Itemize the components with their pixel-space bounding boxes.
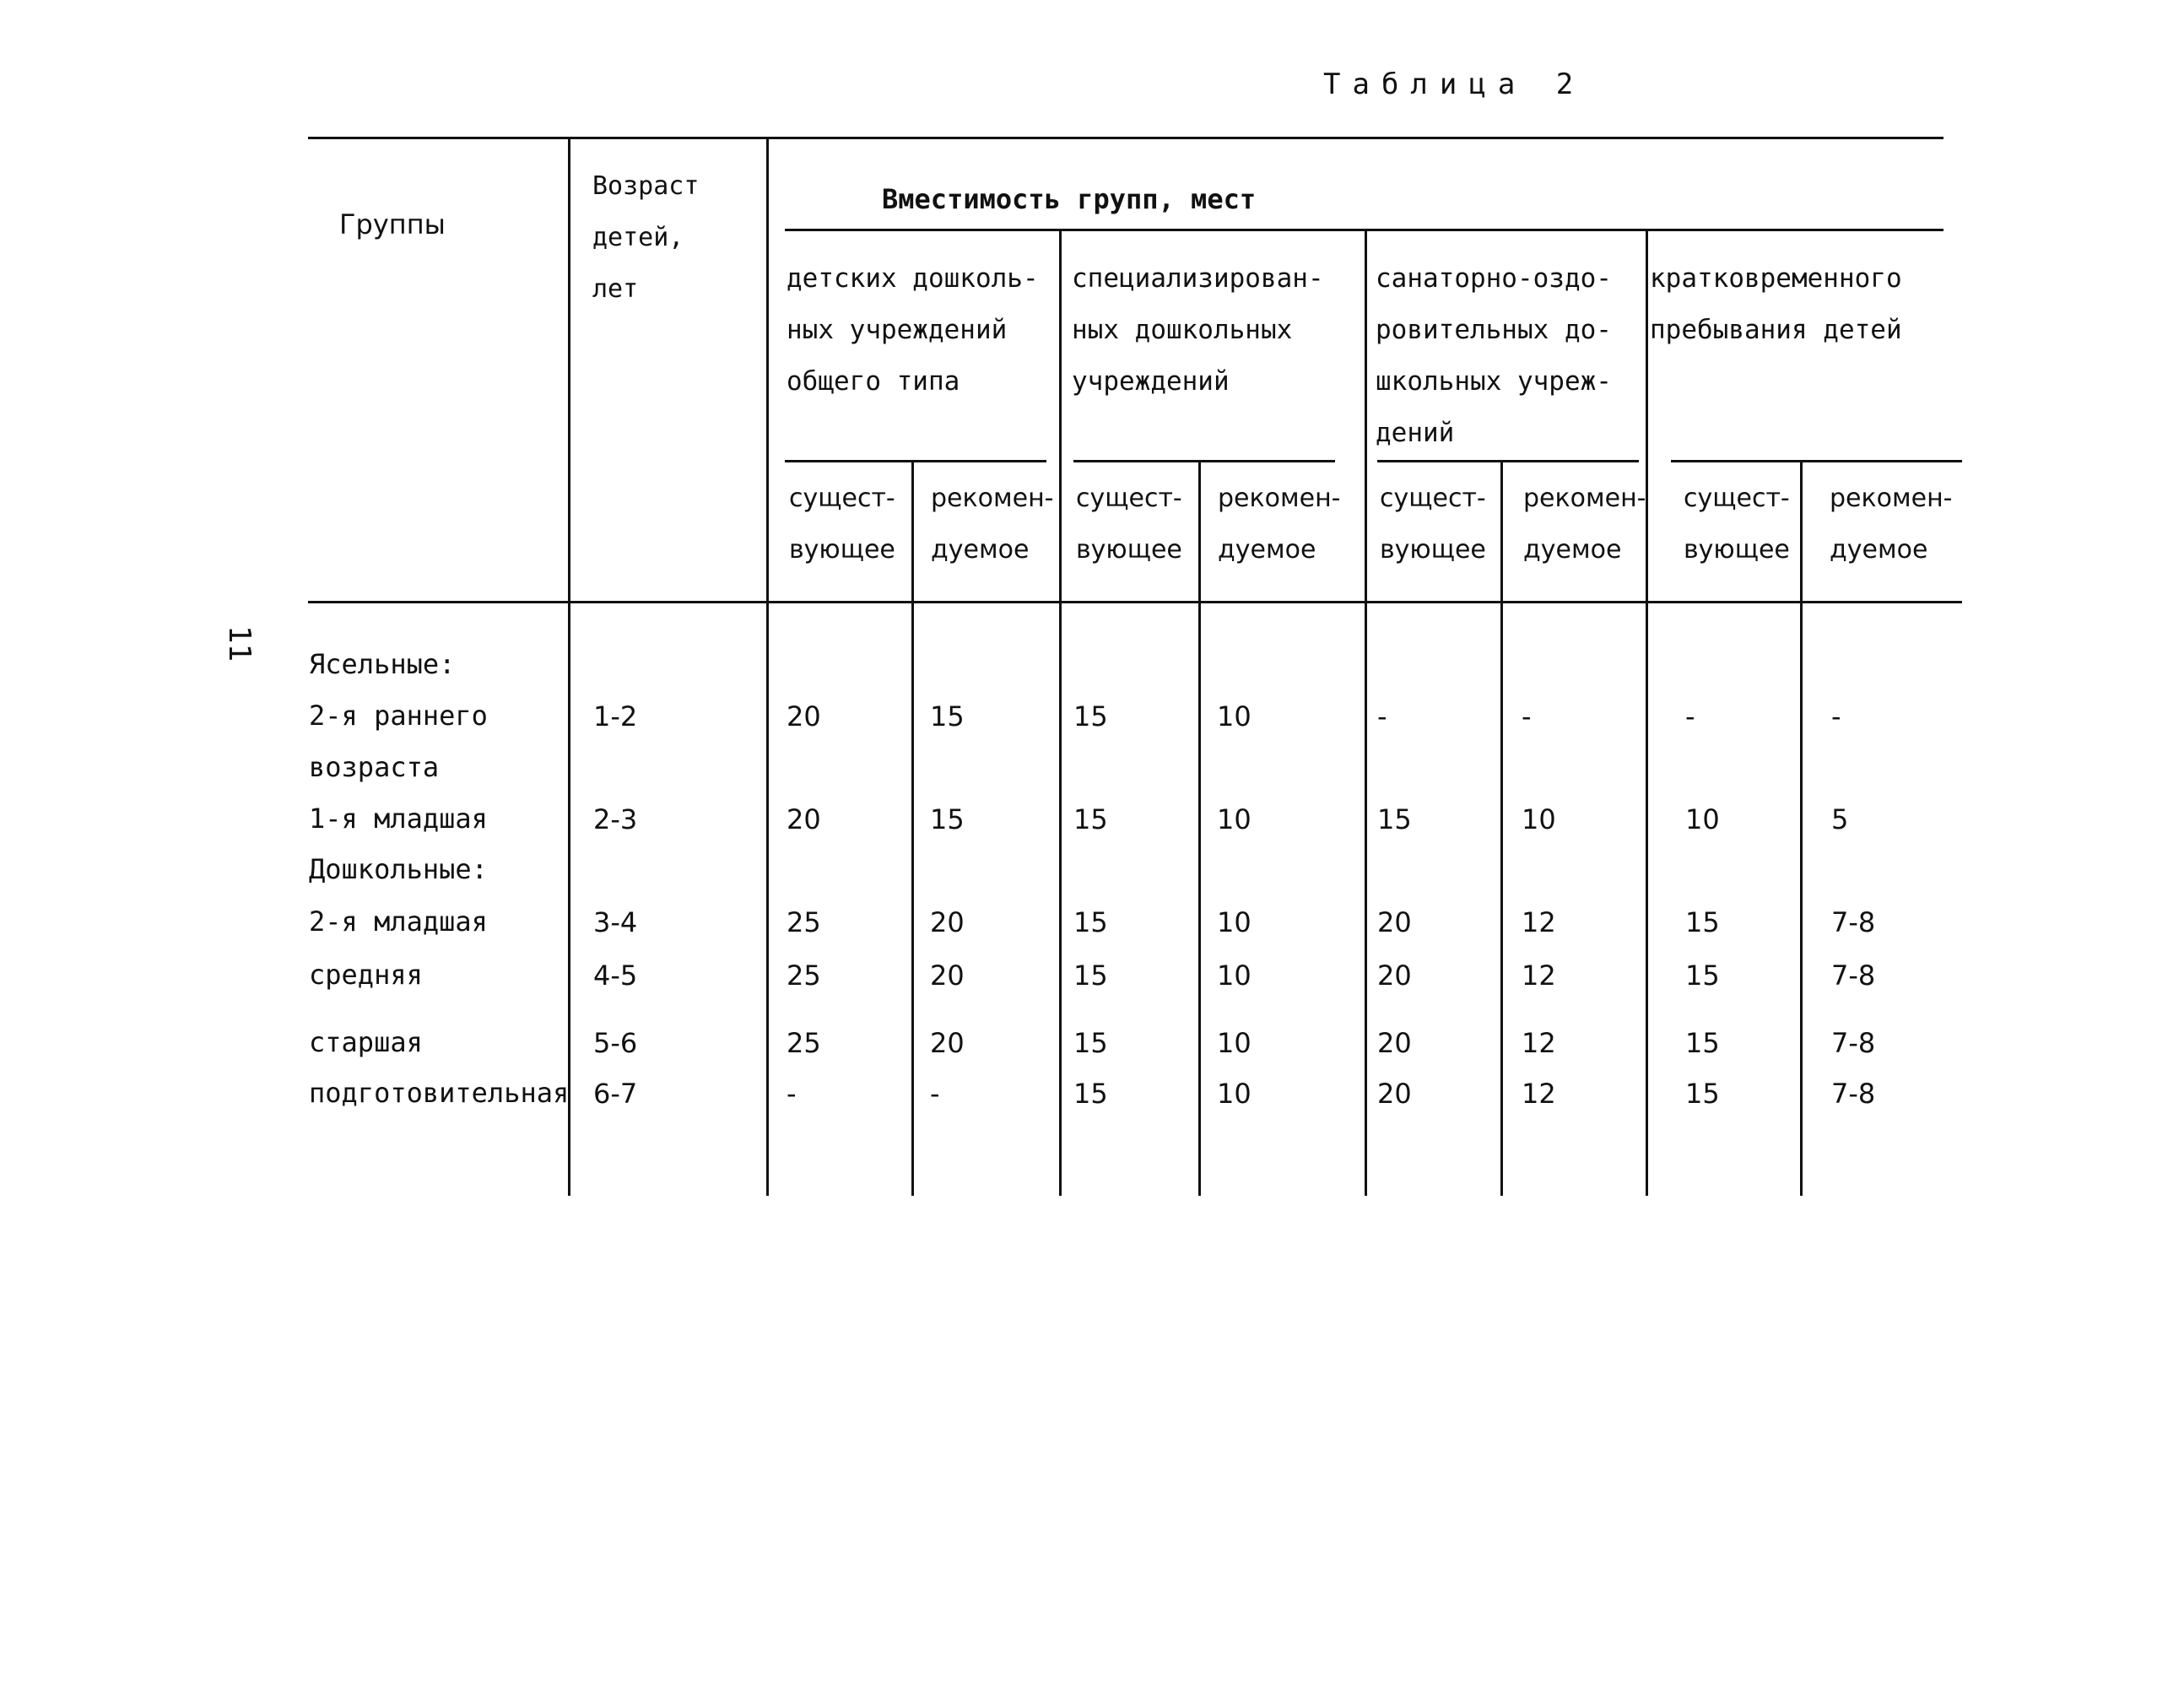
table-cell: 12 [1522, 906, 1556, 938]
category-2-sub-rule [1198, 460, 1201, 1196]
table-cell: 20 [1377, 1078, 1412, 1110]
table-cell: - [1685, 700, 1695, 732]
existing-header-2: сущест- вующее [1076, 484, 1182, 565]
table-cell: 15 [1685, 959, 1720, 992]
table-cell: 10 [1522, 803, 1556, 835]
row-label: 2-я раннего возраста [309, 700, 488, 783]
table-cell: 20 [1377, 906, 1412, 938]
table-cell: - [1522, 700, 1532, 732]
table-cell: - [787, 1078, 797, 1110]
age-header: Возраст детей, лет [592, 171, 700, 304]
table-cell: 12 [1522, 1078, 1556, 1110]
table-cell: 15 [930, 700, 965, 732]
category-2-left-rule [1059, 229, 1062, 1196]
table-caption: Таблица 2 [1323, 68, 1586, 101]
category-sanatorium-header: санаторно-оздо- ровительных до- школьных учреж- дений [1376, 263, 1612, 448]
row-age: 6-7 [593, 1078, 638, 1110]
table-cell: 10 [1217, 959, 1251, 992]
category-4-sub-rule [1800, 460, 1803, 1196]
row-label: 2-я младшая [309, 905, 488, 938]
table-cell: 10 [1685, 803, 1720, 835]
table-cell: 10 [1217, 1027, 1251, 1059]
table-cell: 5 [1831, 803, 1849, 835]
table-cell: 20 [787, 700, 821, 732]
table-cell: 7-8 [1831, 1027, 1876, 1059]
table-cell: 12 [1522, 959, 1556, 992]
table-cell: 25 [787, 906, 821, 938]
table-cell: 25 [787, 959, 821, 992]
category-1-sub-rule [911, 460, 914, 1196]
row-label: 1-я младшая [309, 803, 488, 835]
table-cell: 10 [1217, 700, 1251, 732]
table-cell: - [1377, 700, 1387, 732]
groups-header: Группы [339, 208, 446, 241]
table-cell: 15 [1073, 700, 1108, 732]
subheader-rule-3 [1377, 460, 1639, 462]
subheader-rule-1 [785, 460, 1046, 462]
row-label: Дошкольные: [309, 853, 488, 885]
table-cell: 15 [1377, 803, 1412, 835]
category-3-sub-rule [1500, 460, 1503, 1196]
subheader-rule-4 [1671, 460, 1962, 462]
table-cell: 15 [930, 803, 965, 835]
table-cell: - [1831, 700, 1841, 732]
category-general-header: детских дошколь- ных учреждений общего типа [787, 263, 1039, 397]
category-4-left-rule [1646, 229, 1648, 1196]
category-specialized-header: специализирован- ных дошкольных учреждений [1072, 263, 1324, 397]
row-age: 3-4 [593, 906, 638, 938]
page-number: 11 [222, 624, 257, 662]
table-cell: 25 [787, 1027, 821, 1059]
table-cell: 15 [1073, 1078, 1108, 1110]
row-label: средняя [309, 959, 423, 991]
recommended-header-3: рекомен- дуемое [1523, 484, 1646, 565]
row-label: Ясельные: [309, 648, 456, 680]
recommended-header-1: рекомен- дуемое [931, 484, 1054, 565]
table-cell: 20 [787, 803, 821, 835]
table-cell: 7-8 [1831, 1078, 1876, 1110]
table-cell: 15 [1073, 803, 1108, 835]
table-cell: 15 [1685, 1078, 1720, 1110]
table-cell: - [930, 1078, 940, 1110]
table-cell: 15 [1073, 906, 1108, 938]
recommended-header-4: рекомен- дуемое [1830, 484, 1953, 565]
category-3-left-rule [1365, 229, 1367, 1196]
row-label: подготовительная [309, 1077, 570, 1109]
capacity-header: Вместимость групп, мест [882, 183, 1257, 215]
age-column-left-rule [568, 137, 570, 1196]
table-cell: 15 [1685, 906, 1720, 938]
recommended-header-2: рекомен- дуемое [1218, 484, 1341, 565]
header-bottom-rule [308, 601, 1962, 603]
table-cell: 7-8 [1831, 959, 1876, 992]
table-cell: 10 [1217, 906, 1251, 938]
table-cell: 20 [930, 906, 965, 938]
table-cell: 10 [1217, 1078, 1251, 1110]
row-age: 5-6 [593, 1027, 638, 1059]
table-cell: 15 [1685, 1027, 1720, 1059]
table-cell: 20 [930, 1027, 965, 1059]
table-cell: 15 [1073, 959, 1108, 992]
table-cell: 10 [1217, 803, 1251, 835]
row-age: 2-3 [593, 803, 638, 835]
category-short-stay-header: кратковременного пребывания детей [1650, 263, 1902, 345]
row-age: 1-2 [593, 700, 638, 732]
existing-header-3: сущест- вующее [1380, 484, 1486, 565]
table-top-rule [308, 137, 1943, 139]
capacity-column-left-rule [766, 137, 769, 1196]
table-cell: 12 [1522, 1027, 1556, 1059]
table-cell: 20 [1377, 959, 1412, 992]
subheader-rule-2 [1073, 460, 1335, 462]
table-cell: 15 [1073, 1027, 1108, 1059]
table-cell: 20 [930, 959, 965, 992]
existing-header-1: сущест- вующее [789, 484, 895, 565]
row-label: старшая [309, 1026, 423, 1058]
table-cell: 7-8 [1831, 906, 1876, 938]
existing-header-4: сущест- вующее [1684, 484, 1790, 565]
row-age: 4-5 [593, 959, 638, 992]
table-cell: 20 [1377, 1027, 1412, 1059]
